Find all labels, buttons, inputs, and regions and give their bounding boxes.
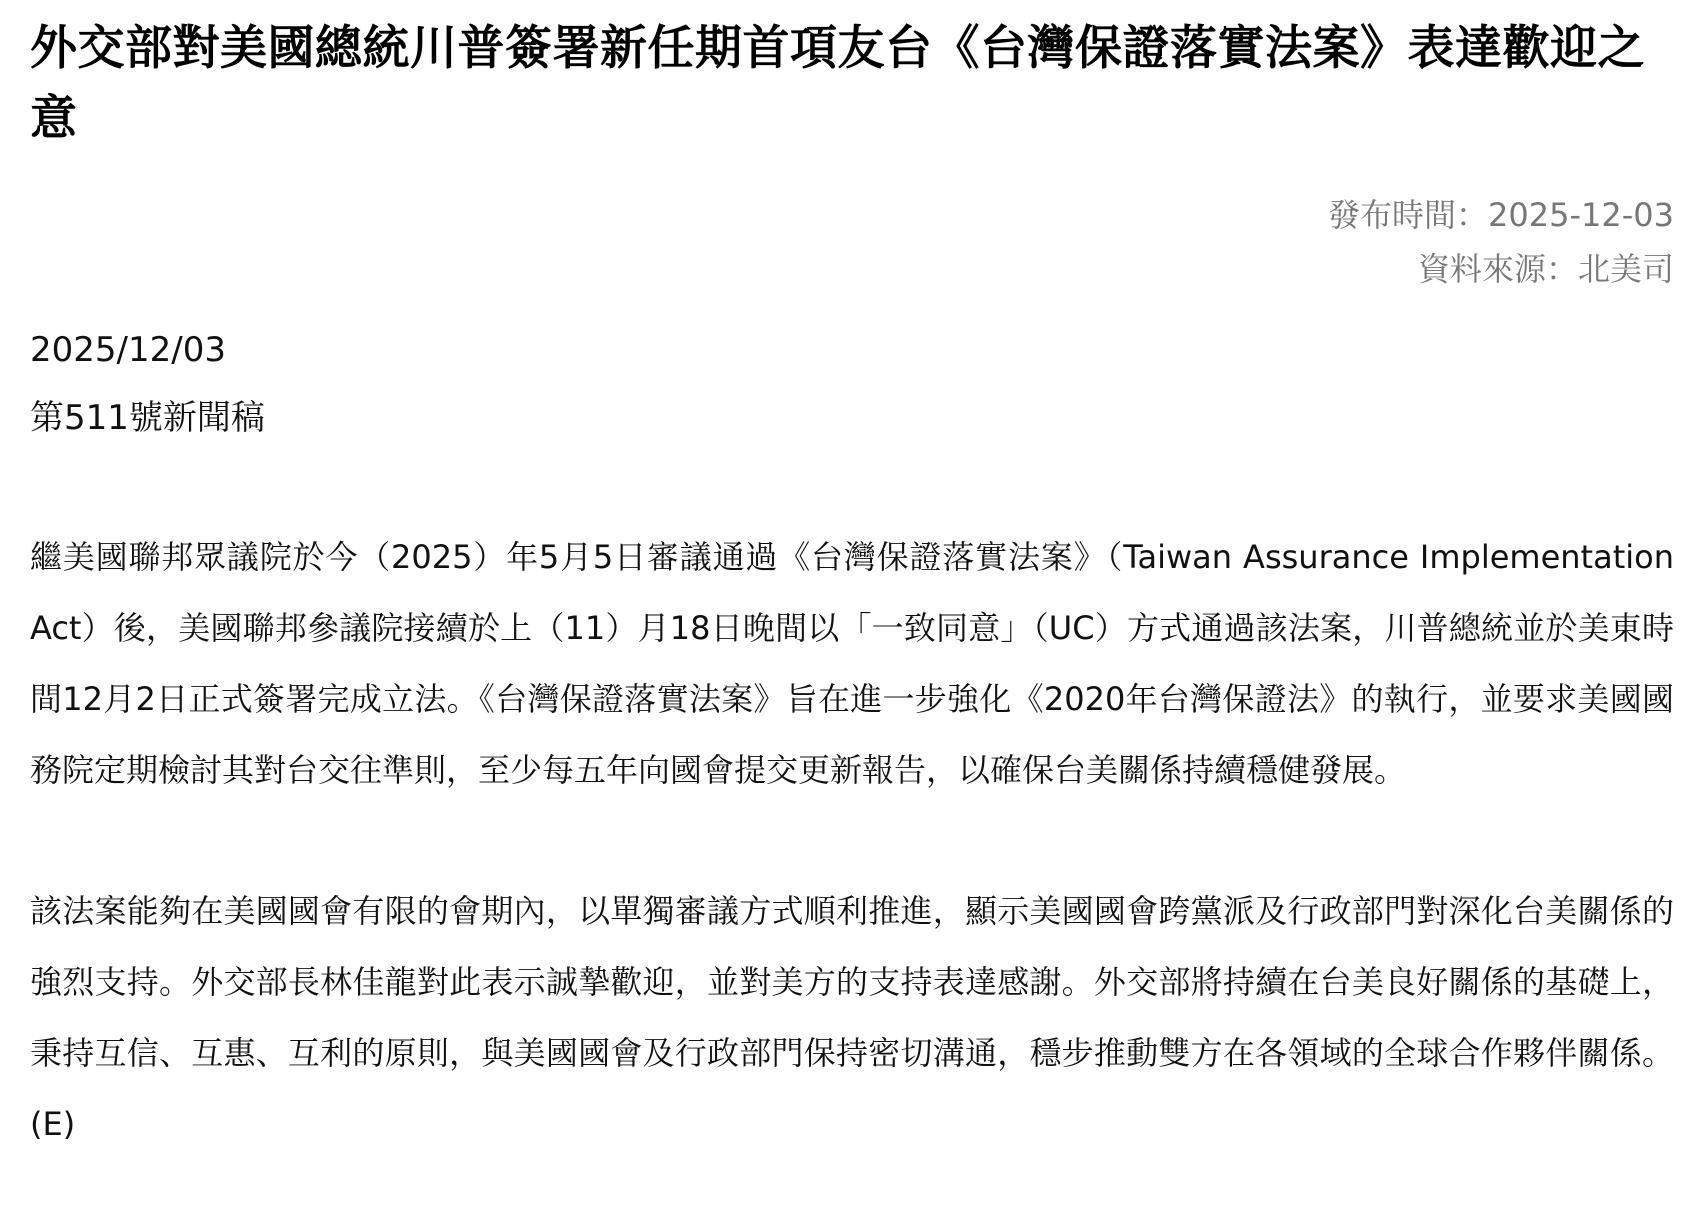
article-meta (30, 188, 1674, 296)
source-department: 資料來源：北美司 (1417, 250, 1674, 288)
release-number: 第511號新聞稿 (30, 398, 265, 438)
page-title: 外交部對美國總統川普簽署新任期首項友台《台灣保證落實法案》表達歡迎之意 (30, 21, 1645, 146)
publish-time: 發布時間：2025-12-03 (1328, 196, 1674, 234)
body-paragraph-2: 該法案能夠在美國國會有限的會期內，以單獨審議方式順利推進，顯示美國國會跨黨派及行政部門對深化台美關係的強烈支持。外交部長林佳龍對此表示誠摯歡迎，並對美方的支持表達感謝。外交部將持續在台美良好關係的基礎上，秉持互信、互惠、互利的原則，與美國國會及行政部門保持密切溝通，穩步推動雙方在各領域的全球合作夥伴關係。(E) (30, 892, 1674, 1143)
body-paragraph-1: 繼美國聯邦眾議院於今（2025）年5月5日審議通過《台灣保證落實法案》（Taiwan Assurance Implementation Act）後，美國聯邦參議院接續於上（11）月18日晚間以「一致同意」（UC）方式通過該法案，川普總統並於美東時間12月2日正式簽署完成立法。《台灣保證落實法案》旨在進一步強化《2020年台灣保證法》的執行，並要求美國國務院定期檢討其對台交往準則，至少每五年向國會提交更新報告，以確保台美關係持續穩健發展。 (30, 538, 1674, 789)
release-date: 2025/12/03 (30, 330, 226, 370)
